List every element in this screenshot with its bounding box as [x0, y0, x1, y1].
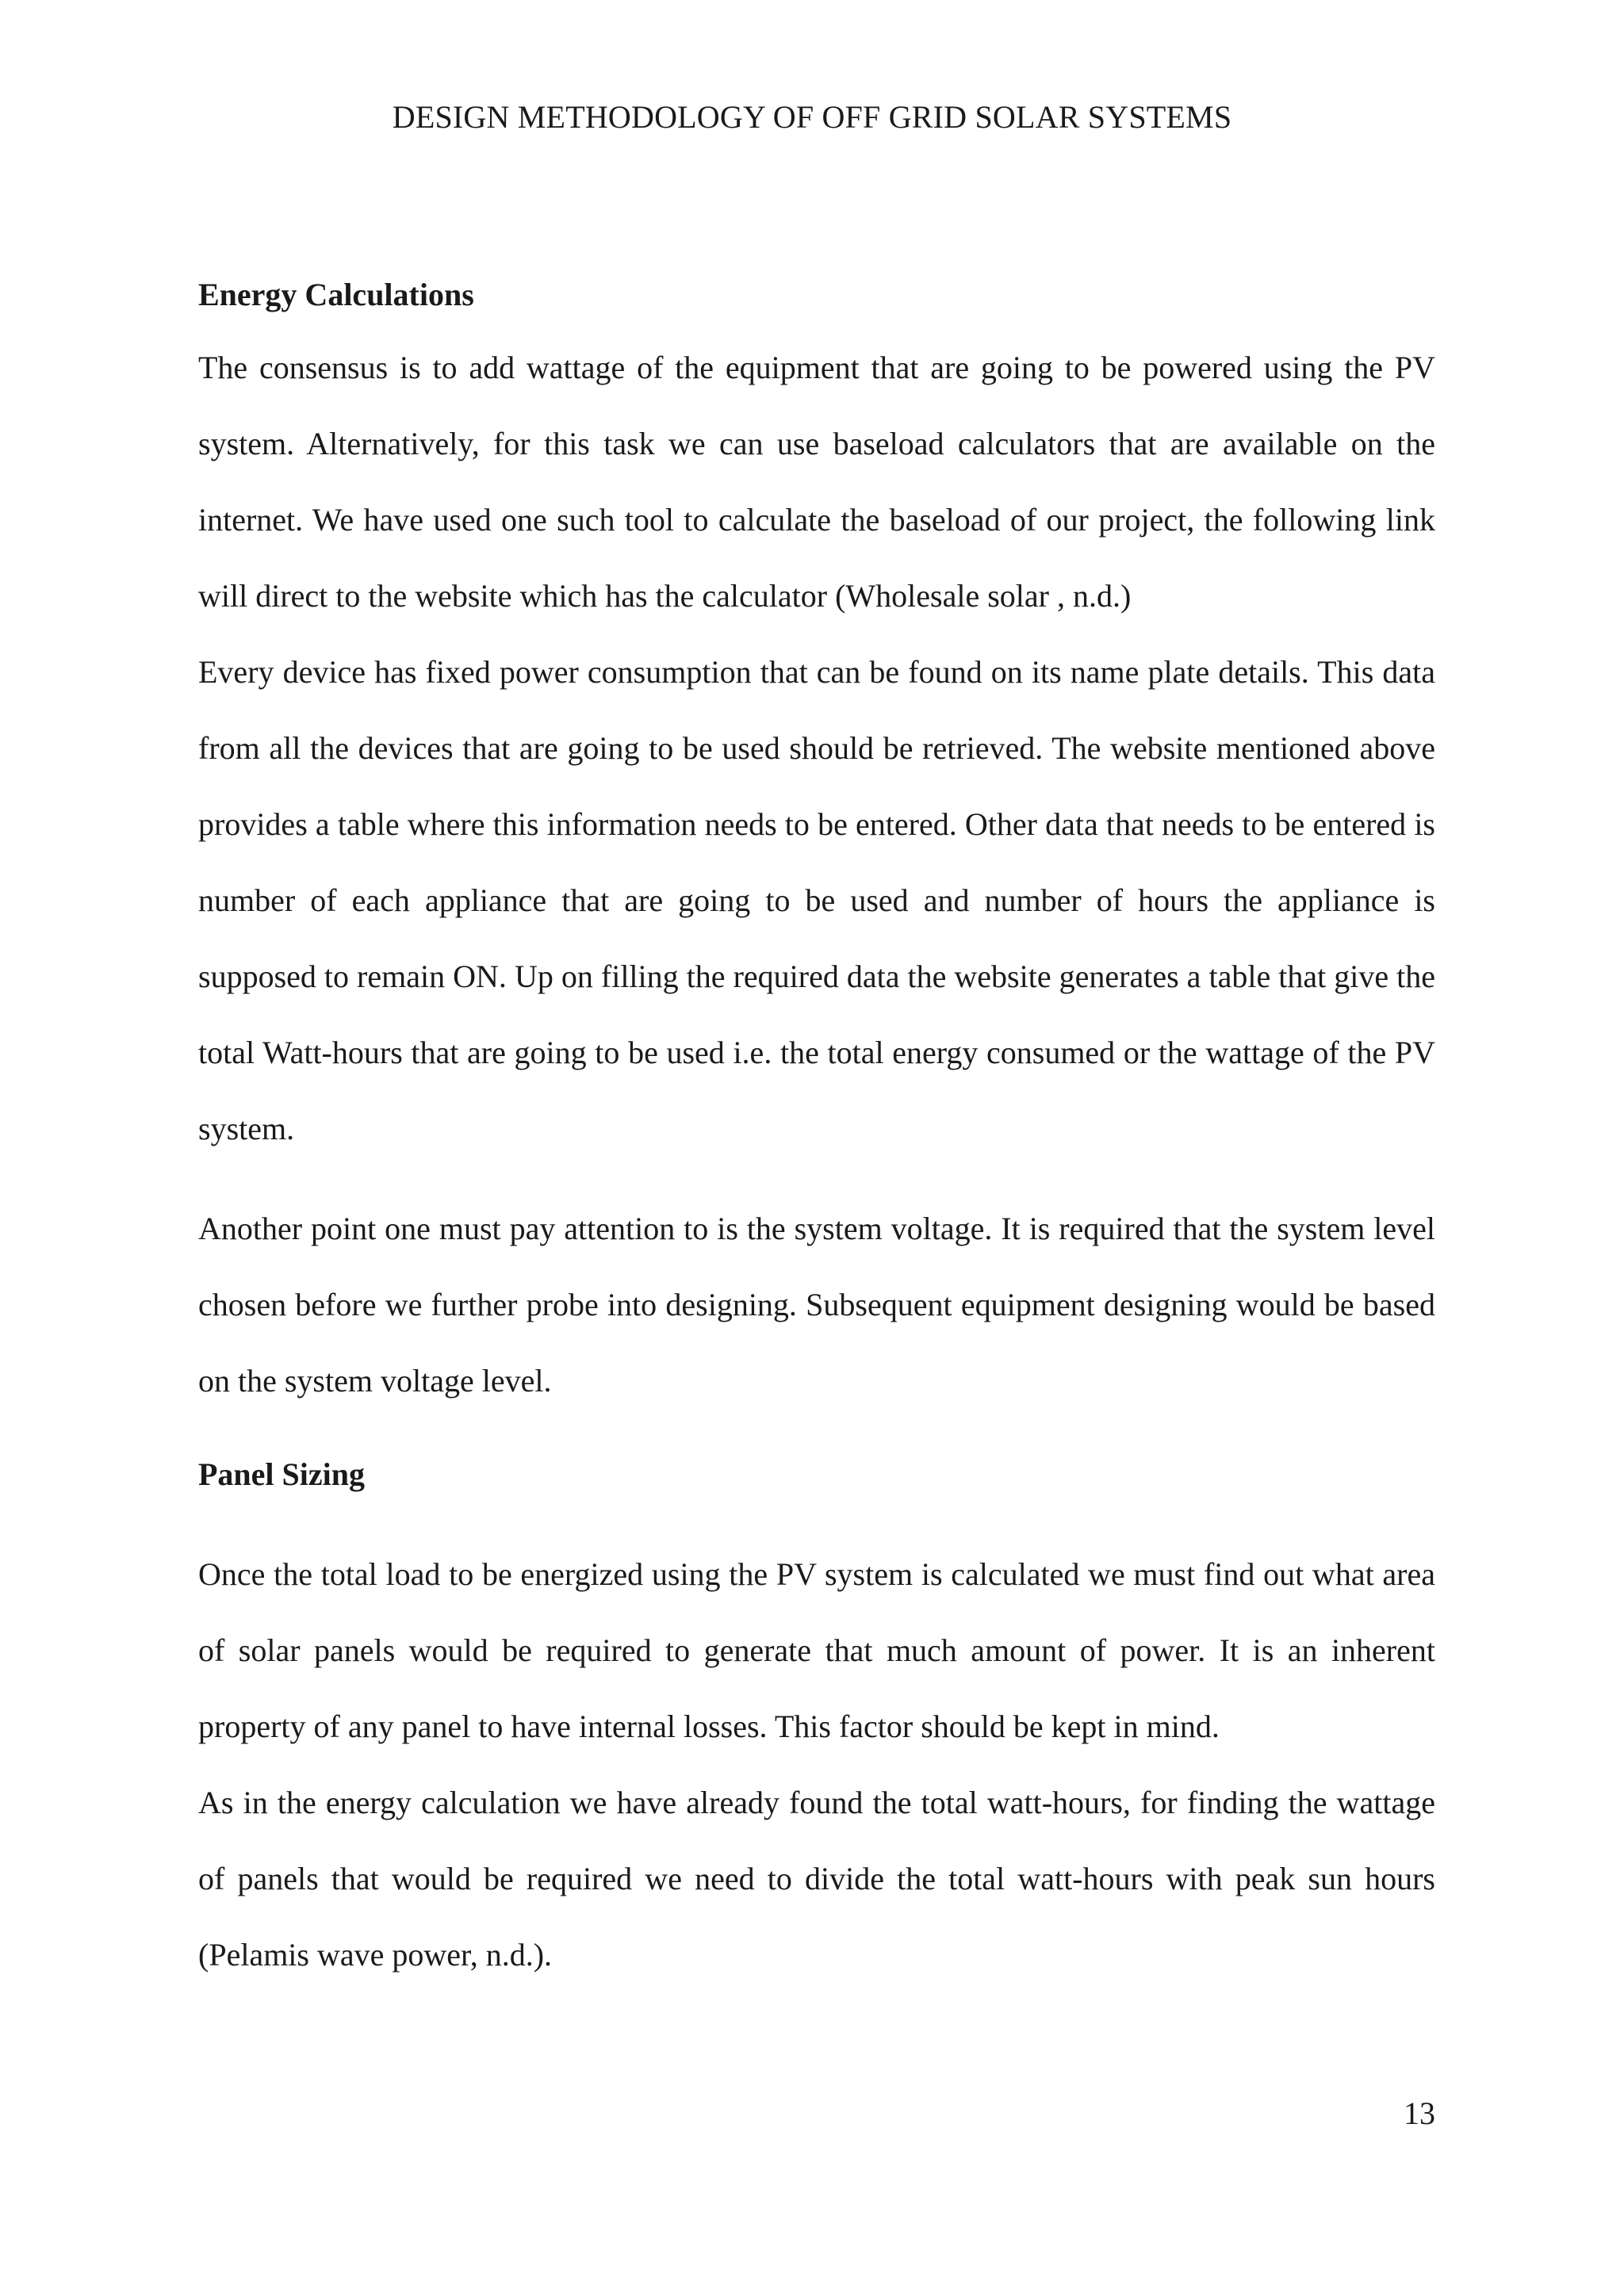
- section-energy-calculations-body: [198, 330, 1435, 1167]
- paragraph-panel-2: As in the energy calculation we have already found the total watt-hours, for finding the wattage of panels that would be required we need to divide the total watt-hours with peak sun hours (Pelamis wave power, n.d.).: [198, 1785, 1435, 1973]
- paragraph-energy-2: Every device has fixed power consumption that can be found on its name plate details. This data from all the devices that are going to be used should be retrieved. The website mentioned above provides a table where this information needs to be entered. Other data that needs to be entered is number of each appliance that are going to be used and number of hours the appliance is supposed to remain ON. Up on filling the required data the website generates a table that give the total Watt-hours that are going to be used i.e. the total energy consumed or the wattage of the PV system.: [198, 654, 1435, 1146]
- section-energy-calculations-body-continued: [198, 1191, 1435, 1419]
- paragraph-panel-1: Once the total load to be energized using the PV system is calculated we must find out what area of solar panels would be required to generate that much amount of power. It is an inherent property of any panel to have internal losses. This factor should be kept in mind.: [198, 1556, 1435, 1744]
- section-heading-energy-calculations: Energy Calculations: [198, 277, 474, 312]
- paragraph-energy-1: The consensus is to add wattage of the equipment that are going to be powered using the PV system. Alternatively, for this task we can use baseload calculators that are available on the internet. We have used one such tool to calculate the baseload of our project, the following link will direct to the website which has the calculator (Wholesale solar , n.d.): [198, 350, 1435, 614]
- page-number: 13: [1404, 2095, 1435, 2131]
- section-panel-sizing-body: [198, 1536, 1435, 1993]
- paragraph-energy-3: Another point one must pay attention to is the system voltage. It is required that the system level chosen before we further probe into designing. Subsequent equipment designing would be based on the system voltage level.: [198, 1211, 1435, 1399]
- running-head: DESIGN METHODOLOGY OF OFF GRID SOLAR SYSTEMS: [392, 99, 1232, 135]
- section-panel-sizing-heading-block: [198, 1452, 1435, 1497]
- section-energy-calculations-heading-block: [198, 273, 1435, 317]
- section-heading-panel-sizing: Panel Sizing: [198, 1456, 366, 1492]
